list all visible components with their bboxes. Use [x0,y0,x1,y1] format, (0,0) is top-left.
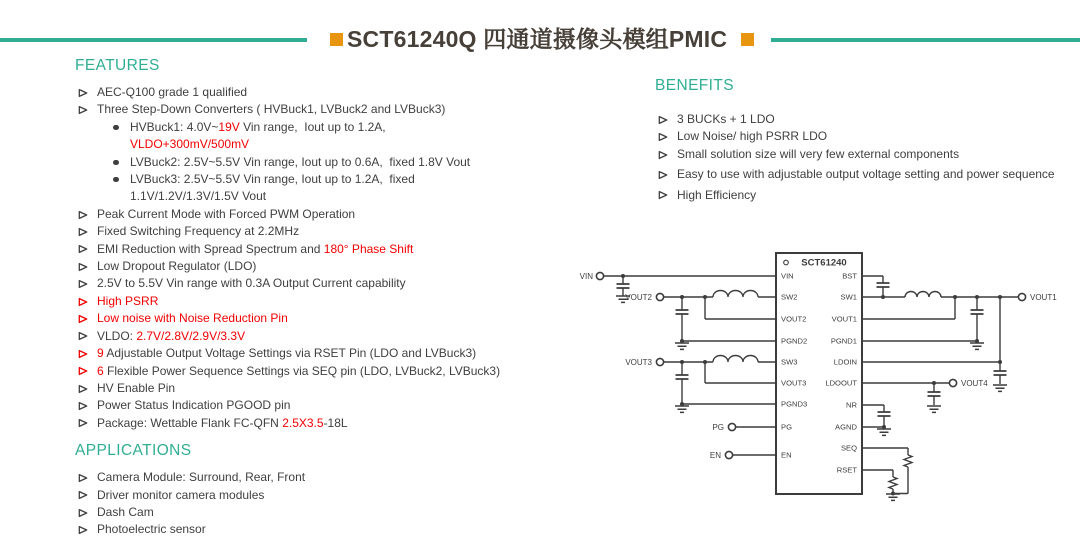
pin-label-sw1: SW1 [840,292,857,302]
page-title: SCT61240Q 四通道摄像头模组PMIC [347,26,728,52]
list-item-text: VLDO: 2.7V/2.8V/2.9V/3.3V [97,328,246,343]
application-circuit-diagram [560,238,1080,527]
list-item [75,380,507,397]
list-item-text: HV Enable Pin [97,380,176,395]
list-item-text: LVBuck2: 2.5V~5.5V Vin range, Iout up to 0.6A, fixed 1.8V Vout [130,154,471,169]
list-item-text: Low Noise/ high PSRR LDO [677,129,828,144]
dot-bullet-icon [113,171,130,188]
arrow-bullet-icon [75,206,97,223]
list-item-text: 6 Flexible Power Sequence Settings via SEQ pin (LDO, LVBuck2, LVBuck3) [97,363,501,378]
pin-label-ldoout: LDOOUT [825,378,857,388]
list-item-text: 2.5V to 5.5V Vin range with 0.3A Output Current capability [97,276,406,291]
arrow-bullet-icon [75,380,97,397]
list-item [75,397,507,414]
arrow-bullet-icon [75,258,97,275]
arrow-bullet-icon [75,397,97,414]
arrow-bullet-icon [75,310,97,327]
arrow-bullet-icon [75,521,97,538]
list-item [655,187,1080,204]
arrow-bullet-icon [655,146,677,163]
dot-bullet-icon [113,154,130,171]
pin-label-pg: PG [781,422,792,432]
list-item [75,206,507,223]
list-item-text: Three Step-Down Converters ( HVBuck1, LVBuck2 and LVBuck3) [97,102,446,117]
arrow-bullet-icon [75,101,97,118]
list-item [655,128,1080,145]
list-item [113,119,507,154]
features-list [75,84,507,432]
list-item [75,521,507,538]
applications-list [75,469,507,539]
list-item [113,171,507,206]
list-item [75,504,507,521]
list-item [75,487,507,504]
list-item [655,166,1080,183]
terminal-vout1: VOUT1 [1030,292,1057,302]
list-item [75,293,507,310]
terminal-pg: PG [712,422,724,432]
terminal-vout4: VOUT4 [961,378,988,388]
list-item-text: Package: Wettable Flank FC-QFN 2.5X3.5-18L [97,415,348,430]
terminal-vout3: VOUT3 [625,357,652,367]
list-item-text: Camera Module: Surround, Rear, Front [97,470,306,485]
pin-label-nr: NR [846,400,857,410]
arrow-bullet-icon [75,363,97,380]
list-item [75,258,507,275]
list-item-text: LVBuck3: 2.5V~5.5V Vin range, Iout up to 1.2A, fixed 1.1V/1.2V/1.3V/1.5V Vout [130,172,419,204]
list-item-text: Peak Current Mode with Forced PWM Operation [97,206,356,221]
list-item [75,415,507,432]
arrow-bullet-icon [75,241,97,258]
list-item [75,101,507,118]
arrow-bullet-icon [655,166,677,183]
list-item-text: EMI Reduction with Spread Spectrum and 180° Phase Shift [97,241,414,256]
list-item [113,154,507,171]
list-item-text: Power Status Indication PGOOD pin [97,398,291,413]
pin-label-rset: RSET [836,465,857,475]
benefits-heading: BENEFITS [655,77,734,94]
pin-label-vout1: VOUT1 [831,314,857,324]
list-item [655,146,1080,163]
pin-label-vout2: VOUT2 [781,314,807,324]
list-item [75,84,507,101]
list-item-text: 9 Adjustable Output Voltage Settings via RSET Pin (LDO and LVBuck3) [97,346,477,361]
resistor-seq-icon [904,455,912,467]
pin-label-agnd: AGND [835,422,857,432]
list-item [655,111,1080,128]
terminal-vin: VIN [579,271,593,281]
list-item [75,223,507,240]
list-item [75,345,507,362]
pin-label-sw2: SW2 [781,292,798,302]
list-item-text: Driver monitor camera modules [97,487,265,502]
pin-label-bst: BST [842,271,857,281]
pin-label-vin: VIN [781,271,794,281]
list-item [75,469,507,486]
list-item-text: Photoelectric sensor [97,522,206,537]
arrow-bullet-icon [75,487,97,504]
benefits-list [655,111,1080,204]
arrow-bullet-icon [75,328,97,345]
title-marker-right [741,33,754,46]
arrow-bullet-icon [75,275,97,292]
pin-label-pgnd2: PGND2 [781,336,808,346]
arrow-bullet-icon [75,293,97,310]
pin-label-sw3: SW3 [781,357,798,367]
list-item-text: High PSRR [97,293,159,308]
arrow-bullet-icon [75,415,97,432]
header-rule-left [0,38,307,42]
arrow-bullet-icon [75,504,97,521]
arrow-bullet-icon [75,345,97,362]
pin-label-pgnd3: PGND3 [781,399,808,409]
resistor-rset-icon [889,477,897,489]
left-column [75,56,507,539]
arrow-bullet-icon [655,187,677,204]
list-item-text: High Efficiency [677,187,757,202]
list-item [75,275,507,292]
applications-heading: APPLICATIONS [75,442,192,460]
terminal-vout2: VOUT2 [625,292,652,302]
list-item-text: Low noise with Noise Reduction Pin [97,311,288,326]
features-heading: FEATURES [75,57,160,74]
dot-bullet-icon [113,119,130,136]
list-item-text: Fixed Switching Frequency at 2.2MHz [97,224,300,239]
list-item-text: Dash Cam [97,504,154,519]
arrow-bullet-icon [75,469,97,486]
pin-label-en: EN [781,450,792,460]
right-column [655,76,1080,204]
list-item-text: Small solution size will very few external components [677,146,960,161]
list-item [75,363,507,380]
list-item [75,328,507,345]
terminal-en: EN [709,450,721,460]
list-item-text: AEC-Q100 grade 1 qualified [97,85,248,99]
pin-label-vout3: VOUT3 [781,378,807,388]
list-item-text: Easy to use with adjustable output voltage setting and power sequence [677,167,1055,182]
list-item-text: Low Dropout Regulator (LDO) [97,259,257,274]
arrow-bullet-icon [655,128,677,145]
arrow-bullet-icon [655,111,677,128]
pin-label-seq: SEQ [840,443,857,453]
list-item-text: 3 BUCKs + 1 LDO [677,112,775,126]
title-marker-left [330,33,343,46]
pin-label-ldoin: LDOIN [833,357,857,367]
list-item [75,310,507,327]
pin-label-pgnd1: PGND1 [830,336,857,346]
arrow-bullet-icon [75,223,97,240]
list-item-text: HVBuck1: 4.0V~19V Vin range, Iout up to 1.2A, VLDO+300mV/500mV [130,119,389,152]
header-rule-right [771,38,1080,42]
list-item [75,241,507,258]
arrow-bullet-icon [75,84,97,101]
chip-name-label: SCT61240 [801,257,847,269]
